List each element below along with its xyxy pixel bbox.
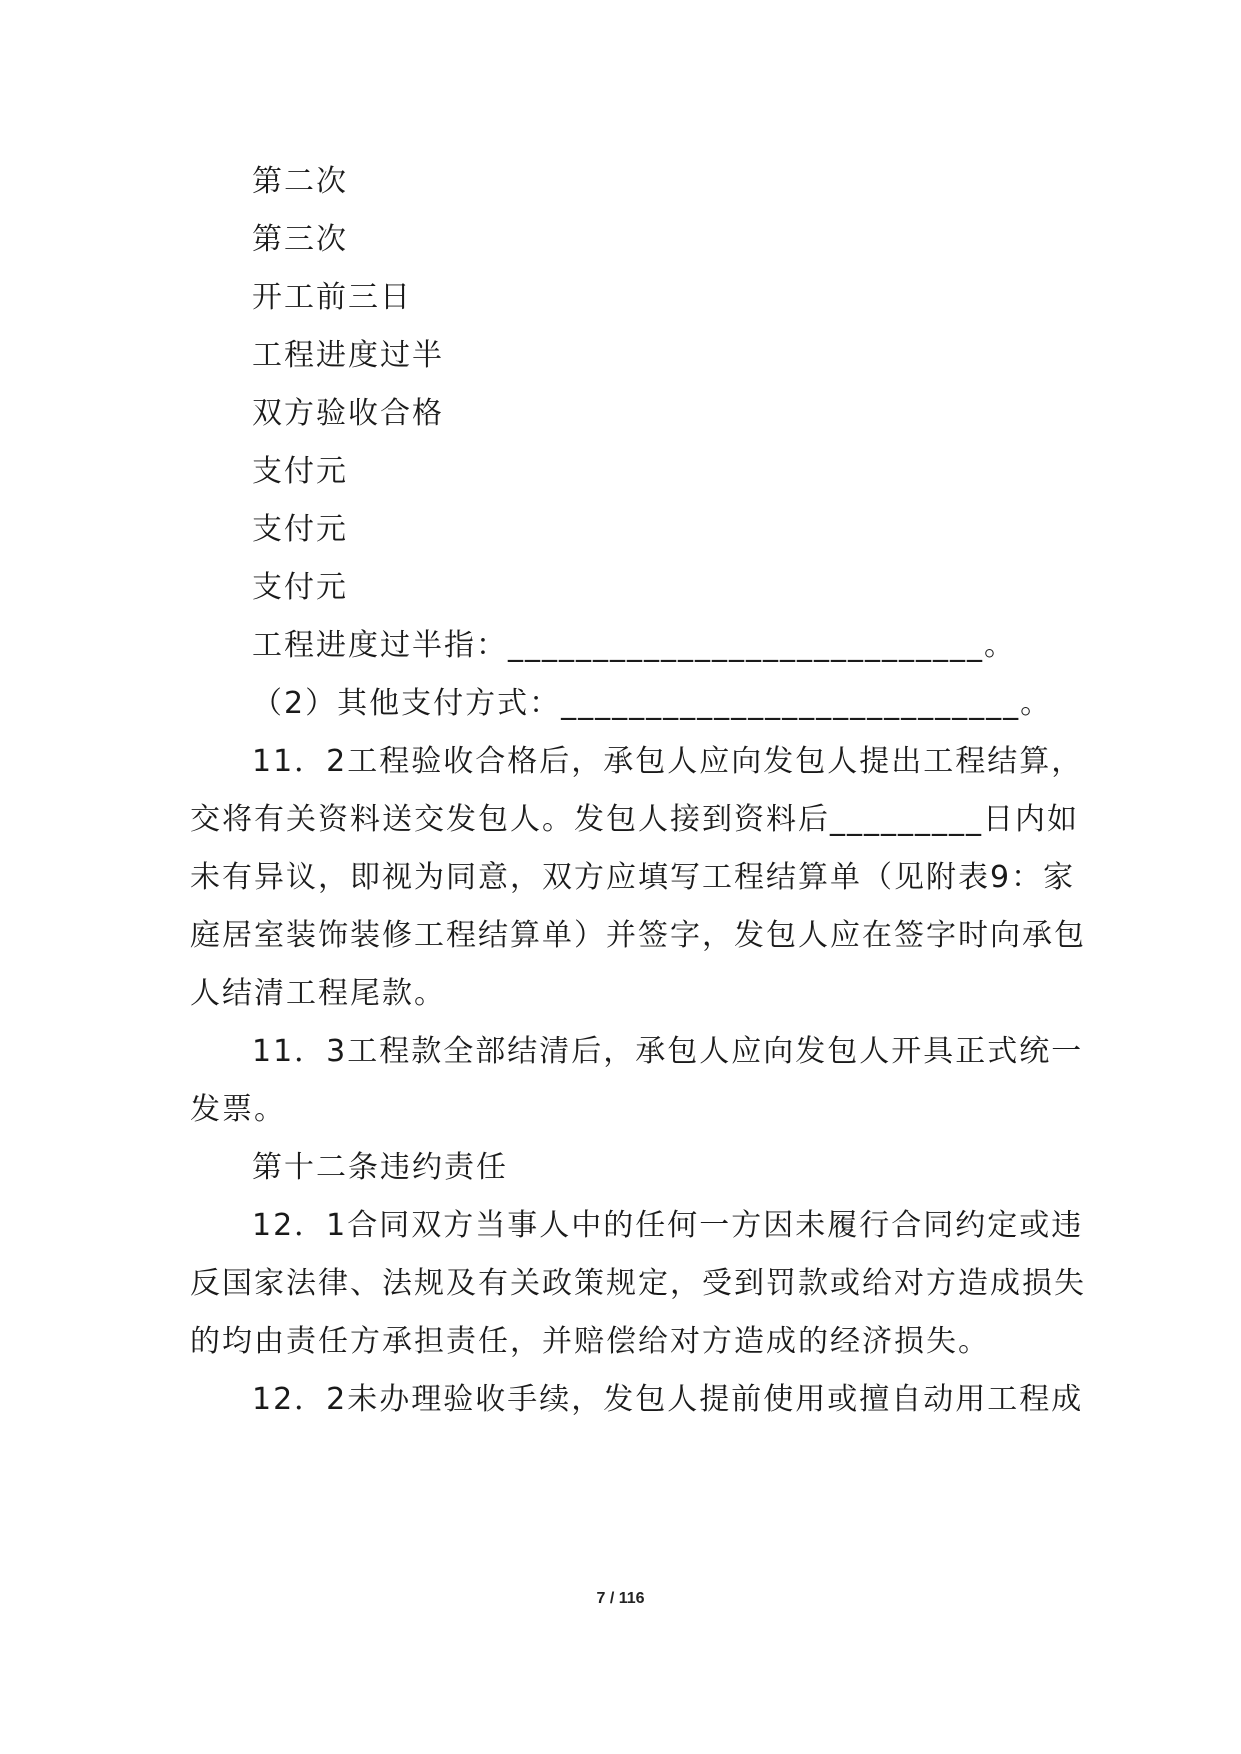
text-line: 第二次: [252, 164, 348, 199]
text-line: （2）其他支付方式：___________________________。: [252, 686, 1053, 721]
text-line: 未有异议，即视为同意，双方应填写工程结算单（见附表9：家: [190, 860, 1076, 895]
section-heading: 第十二条违约责任: [252, 1150, 508, 1185]
text-line: 支付元: [252, 512, 348, 547]
text-line: 开工前三日: [252, 280, 412, 315]
text-line: 人结清工程尾款。: [190, 976, 446, 1011]
text-line: 第三次: [252, 222, 348, 257]
text-line: 双方验收合格: [252, 396, 444, 431]
text-line: 11．3工程款全部结清后，承包人应向发包人开具正式统一: [252, 1034, 1084, 1069]
text-line: 支付元: [252, 570, 348, 605]
text-line: 11．2工程验收合格后，承包人应向发包人提出工程结算，: [252, 744, 1084, 779]
text-line: 工程进度过半: [252, 338, 444, 373]
text-line: 交将有关资料送交发包人。发包人接到资料后_________日内如: [190, 802, 1079, 837]
text-line: 12．1合同双方当事人中的任何一方因未履行合同约定或违: [252, 1208, 1084, 1243]
text-line: 的均由责任方承担责任，并赔偿给对方造成的经济损失。: [190, 1324, 990, 1359]
page-number: 7 / 116: [596, 1590, 645, 1607]
text-line: 发票。: [190, 1092, 286, 1127]
text-line: 支付元: [252, 454, 348, 489]
text-line: 工程进度过半指：____________________________。: [252, 628, 1016, 663]
text-line: 12．2未办理验收手续，发包人提前使用或擅自动用工程成: [252, 1382, 1084, 1417]
text-line: 庭居室装饰装修工程结算单）并签字，发包人应在签字时向承包: [190, 918, 1086, 953]
text-line: 反国家法律、法规及有关政策规定，受到罚款或给对方造成损失: [190, 1266, 1086, 1301]
